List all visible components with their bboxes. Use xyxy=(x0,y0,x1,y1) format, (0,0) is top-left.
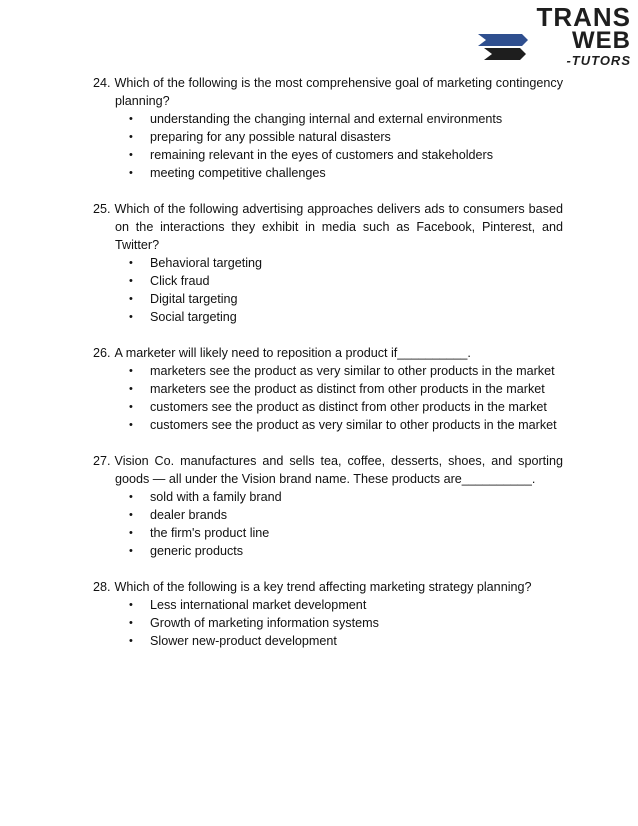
option-item: • remaining relevant in the eyes of customers and stakeholders xyxy=(150,146,563,164)
option-item: • meeting competitive challenges xyxy=(150,164,563,182)
question-24 xyxy=(93,74,563,182)
option-item: • Social targeting xyxy=(150,308,563,326)
option-item: • marketers see the product as very similar to other products in the market xyxy=(150,362,563,380)
question-stem xyxy=(93,74,563,110)
option-item: • the firm's product line xyxy=(150,524,563,542)
question-25 xyxy=(93,200,563,326)
question-text: Which of the following is the most comprehensive goal of marketing contingency planning? xyxy=(114,76,563,108)
logo-text-tutors: -TUTORS xyxy=(566,53,631,68)
question-number: 26. xyxy=(93,346,111,360)
option-list xyxy=(93,362,563,434)
question-number: 25. xyxy=(93,202,111,216)
option-item: • Slower new-product development xyxy=(150,632,563,650)
option-list xyxy=(93,488,563,560)
option-item: • Click fraud xyxy=(150,272,563,290)
question-stem xyxy=(93,452,563,488)
question-27 xyxy=(93,452,563,560)
question-number: 24. xyxy=(93,76,111,90)
question-number: 27. xyxy=(93,454,111,468)
option-item: • sold with a family brand xyxy=(150,488,563,506)
option-item: • preparing for any possible natural disasters xyxy=(150,128,563,146)
question-text: A marketer will likely need to reposition a product if__________. xyxy=(114,346,471,360)
question-stem xyxy=(93,578,563,596)
option-list xyxy=(93,596,563,650)
logo-arrow-icon xyxy=(478,34,528,60)
option-item: • Digital targeting xyxy=(150,290,563,308)
option-item: • customers see the product as very similar to other products in the market xyxy=(150,416,563,434)
option-item: • Growth of marketing information systems xyxy=(150,614,563,632)
question-26 xyxy=(93,344,563,434)
option-item: • Less international market development xyxy=(150,596,563,614)
question-28 xyxy=(93,578,563,650)
question-list xyxy=(93,74,563,668)
question-number: 28. xyxy=(93,580,111,594)
option-item: • Behavioral targeting xyxy=(150,254,563,272)
transweb-tutors-logo xyxy=(476,2,634,70)
question-text: Vision Co. manufactures and sells tea, coffee, desserts, shoes, and sporting goods — all under the Vision brand name. These products are__________. xyxy=(114,454,563,486)
question-text: Which of the following is a key trend affecting marketing strategy planning? xyxy=(114,580,532,594)
option-item: • marketers see the product as distinct from other products in the market xyxy=(150,380,563,398)
question-stem xyxy=(93,344,563,362)
option-item: • customers see the product as distinct from other products in the market xyxy=(150,398,563,416)
question-text: Which of the following advertising approaches delivers ads to consumers based on the interactions they exhibit in media such as Facebook, Pinterest, and Twitter? xyxy=(114,202,563,252)
option-item: • dealer brands xyxy=(150,506,563,524)
logo-text-web: WEB xyxy=(572,27,631,54)
option-list xyxy=(93,254,563,326)
option-item: • generic products xyxy=(150,542,563,560)
option-item: • understanding the changing internal and external environments xyxy=(150,110,563,128)
logo-text-trans: TRANS xyxy=(536,2,631,32)
option-list xyxy=(93,110,563,182)
question-stem xyxy=(93,200,563,254)
